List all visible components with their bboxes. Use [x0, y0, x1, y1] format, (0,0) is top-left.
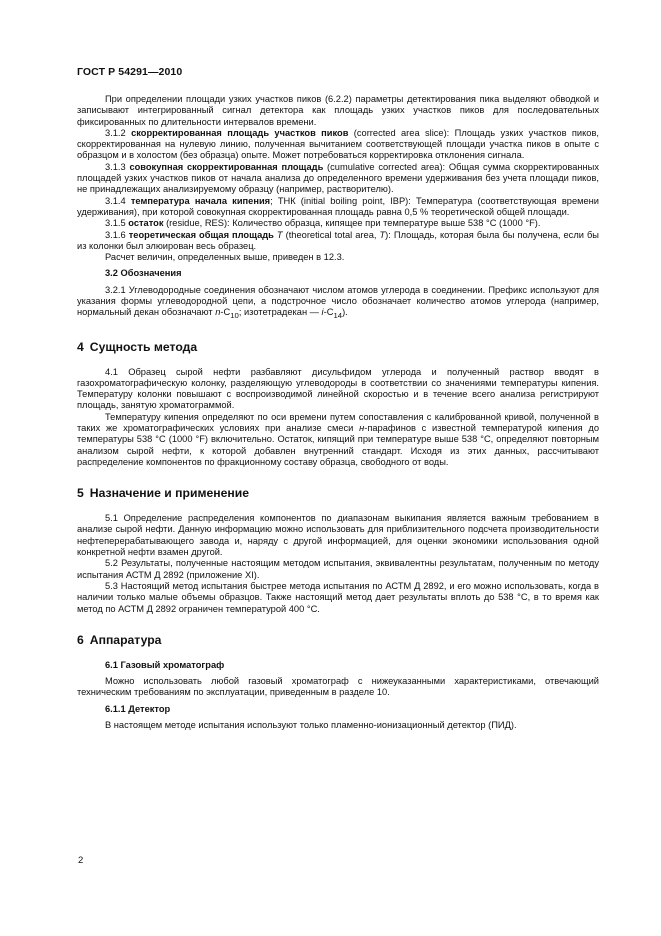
- paragraph-4-2: Температуру кипения определяют по оси времени путем сопоставления с калиброванной кривой, полученной в таких же хроматографических условиях при анализе смеси н-парафинов с известной температурой кипения до температуры 538 °C (1000 °F) включительно. Остаток, кипящий при температуре выше 538 °C, определяют повторным анализом сырой нефти, к которой добавлен внутренний стандарт. Исходя из этих данных, рассчитывают распределение компонентов по фракционному составу образца, свободного от воды.: [77, 411, 599, 467]
- definition-text: (corrected area slice): Площадь узких участков пиков, скорректированная на нулевую линию, полученная вычитанием соответствующей площади участка пиков в опыте с образцом и в холостом (без образца) опыте. Может потребоваться корректировка отклонения сигнала.: [77, 127, 599, 161]
- definition-text: ; ТНК (initial boiling point, IBP): Температура (соответствующая времени удерживания), при которой совокупная скорректированная площадь равна 0,5 % теоретической общей площади.: [77, 195, 600, 217]
- definition-text: (residue, RES): Количество образца, кипящее при температуре выше 538 °C (1000 °F).: [163, 218, 541, 229]
- term: теоретическая общая площадь: [128, 229, 274, 240]
- definition-3-1-3: [77, 162, 599, 196]
- definition-3-1-5: [77, 218, 599, 229]
- term: температура начала кипения: [130, 195, 271, 206]
- definition-text: ): Площадь, которая была бы получена, если бы из колонки был элюирован весь образец.: [77, 229, 599, 251]
- definition-3-1-4: [77, 196, 599, 219]
- document-header: ГОСТ Р 54291—2010: [77, 66, 183, 78]
- definition-3-1-6: [77, 230, 599, 253]
- clause-number: 3.1.2: [105, 127, 126, 138]
- clause-number: 3.1.3: [105, 161, 126, 172]
- paragraph-5-1: 5.1 Определение распределения компонентов по диапазонам выкипания является важным требованием в анализе сырой нефти. Данную информацию можно использовать для приблизительного подсчета производительности нефтеперерабатывающего завода и, наряду с другой информацией, для оценки экономики использования одной конкретной нефти взамен другой.: [77, 513, 599, 558]
- paragraph-6-1-1: В настоящем методе испытания используют только пламенно-ионизационный детектор (ПИД).: [105, 720, 517, 731]
- page-number: 2: [78, 855, 84, 866]
- paragraph-calculation: Расчет величин, определенных выше, приведен в 12.3.: [105, 252, 345, 263]
- subsection-6-1-1-heading: 6.1.1 Детектор: [105, 703, 171, 714]
- definition-text: (cumulative corrected area): Общая сумма скорректированных площадей узких участков пиков от начала анализа до определенного времени удерживания без учета площади пиков, не принадлежащих анализируемому образцу (например, растворителю).: [77, 161, 599, 195]
- document-body: [77, 94, 599, 731]
- subsection-3-2-heading: 3.2 Обозначения: [105, 268, 182, 279]
- clause-number: 3.1.4: [105, 195, 126, 206]
- definition-3-1-2: [77, 128, 599, 162]
- term: скорректированная площадь участков пиков: [131, 127, 349, 138]
- section-5-heading: 5 Назначение и применение: [77, 486, 250, 501]
- clause-number: 3.1.5: [105, 218, 126, 229]
- paragraph-3-2-1: 3.2.1 Углеводородные соединения обозначают числом атомов углерода в соединении. Префикс используют для указания формы углеводородной цепи, а подстрочное число обозначает количество атомов углерода (например, нормальный декан обозначают $n-C_{10}$; изотетрадекан — $i-C_{14}$).: [77, 284, 599, 321]
- definition-text: (theoretical total area,: [282, 229, 380, 240]
- clause-number: 3.1.6: [105, 229, 126, 240]
- symbol: T: [276, 229, 283, 240]
- paragraph-4-1: 4.1 Образец сырой нефти разбавляют дисульфидом углерода и полученный раствор вводят в газохроматографическую колонку, разделяющую углеводороды в соответствии со значениями температуры кипения. Температуру колонки повышают с воспроизводимой линейной скоростью и в течение всего анализа регистрируют площадь, занятую хроматограммой.: [77, 366, 599, 411]
- section-4-heading: 4 Сущность метода: [77, 339, 198, 354]
- symbol: T: [379, 229, 386, 240]
- subsection-6-1-heading: 6.1 Газовый хроматограф: [105, 659, 225, 670]
- paragraph-5-2: 5.2 Результаты, полученные настоящим методом испытания, эквивалентны результатам, полученным по методу испытания АСТМ Д 2892 (приложение XI).: [77, 558, 599, 580]
- paragraph-intro: При определении площади узких участков пиков (6.2.2) параметры детектирования пика выделяют обводкой и записывают интегрированный сигнал детектора как площадь узких участков пиков для последовательных фиксированных по длительности интервалов времени.: [77, 94, 599, 127]
- paragraph-5-3: 5.3 Настоящий метод испытания быстрее метода испытания по АСТМ Д 2892, и его можно использовать, когда в наличии только малые объемы образцов. Также настоящий метод дает результаты вплоть до 538 °C, в то время как метод по АСТМ Д 2892 ограничен температурой 400 °C.: [77, 580, 599, 614]
- paragraph-6-1: Можно использовать любой газовый хроматограф с нижеуказанными характеристиками, отвечающий техническим требованиям по эксплуатации, приведенным в разделе 10.: [77, 676, 599, 698]
- term: совокупная скорректированная площадь: [129, 161, 324, 172]
- section-6-heading: 6 Аппаратура: [77, 632, 162, 647]
- term: остаток: [128, 218, 164, 229]
